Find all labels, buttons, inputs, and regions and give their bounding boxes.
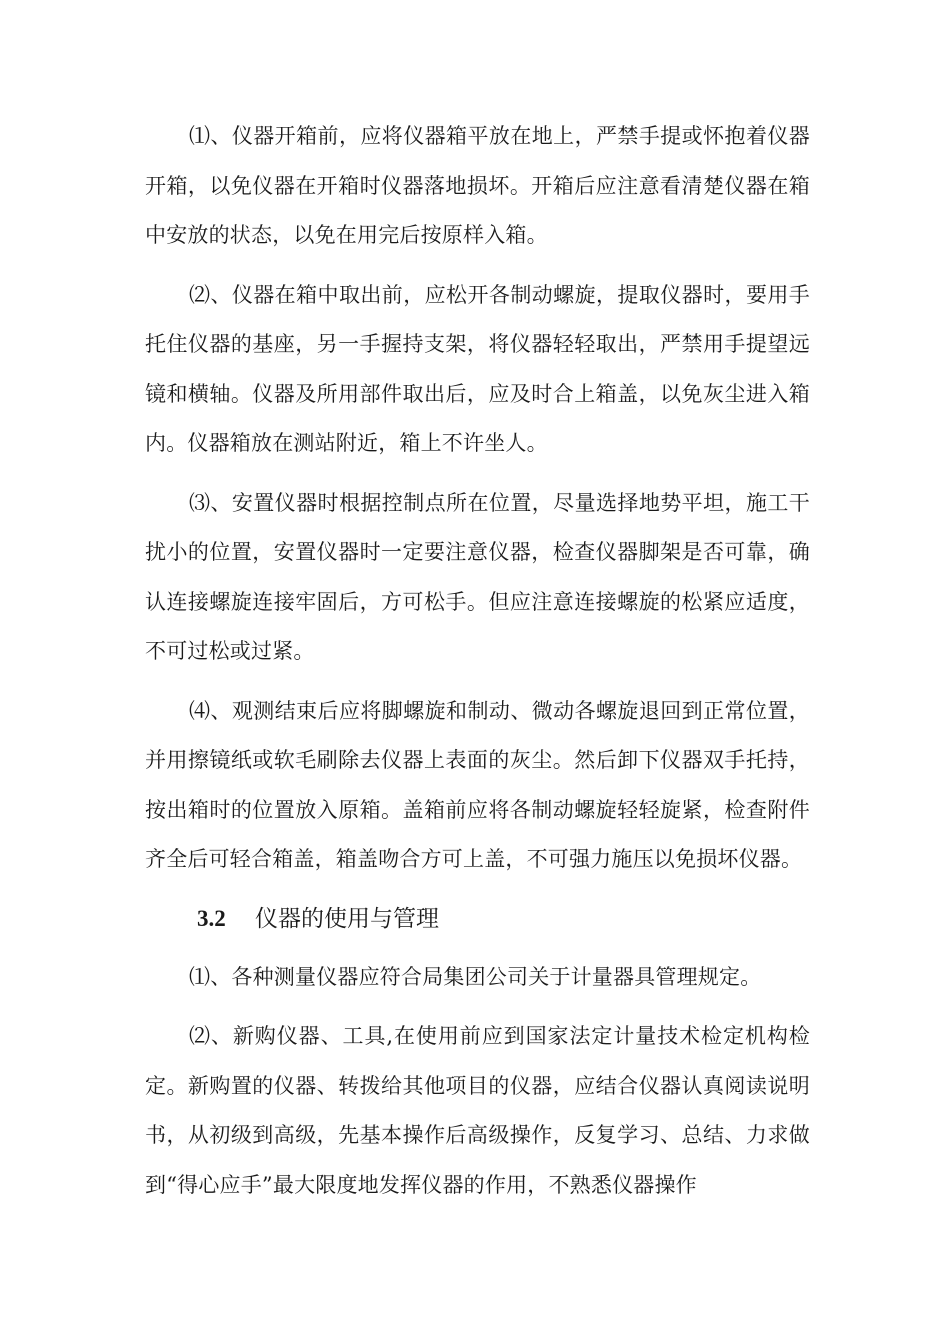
document-page [145,112,810,1220]
paragraph-2: ⑵、仪器在箱中取出前，应松开各制动螺旋，提取仪器时，要用手托住仪器的基座，另一手握持支架，将仪器轻轻取出，严禁用手提望远镜和横轴。仪器及所用部件取出后，应及时合上箱盖，以免灰尘进入箱内。仪器箱放在测站附近，箱上不许坐人。 [145,282,810,455]
paragraph-1: ⑴、仪器开箱前，应将仪器箱平放在地上，严禁手提或怀抱着仪器开箱，以免仪器在开箱时仪器落地损坏。开箱后应注意看清楚仪器在箱中安放的状态，以免在用完后按原样入箱。 [145,124,810,247]
paragraph-6: ⑵、新购仪器、工具,在使用前应到国家法定计量技术检定机构检定。新购置的仪器、转拨给其他项目的仪器，应结合仪器认真阅读说明书，从初级到高级，先基本操作后高级操作，反复学习、总结、力求做到“得心应手”最大限度地发挥仪器的作用，不熟悉仪器操作 [145,1024,810,1197]
paragraph-4: ⑷、观测结束后应将脚螺旋和制动、微动各螺旋退回到正常位置，并用擦镜纸或软毛刷除去仪器上表面的灰尘。然后卸下仪器双手托持，按出箱时的位置放入原箱。盖箱前应将各制动螺旋轻轻旋紧，检查附件齐全后可轻合箱盖，箱盖吻合方可上盖，不可强力施压以免损坏仪器。 [145,698,810,871]
section-title: 仪器的使用与管理 [255,905,439,932]
section-heading [145,895,810,943]
section-number: 3.2 [197,905,226,931]
paragraph-3: ⑶、安置仪器时根据控制点所在位置，尽量选择地势平坦，施工干扰小的位置，安置仪器时一定要注意仪器，检查仪器脚架是否可靠，确认连接螺旋连接牢固后，方可松手。但应注意连接螺旋的松紧应适度，不可过松或过紧。 [145,490,810,663]
paragraph-5: ⑴、各种测量仪器应符合局集团公司关于计量器具管理规定。 [189,964,762,989]
